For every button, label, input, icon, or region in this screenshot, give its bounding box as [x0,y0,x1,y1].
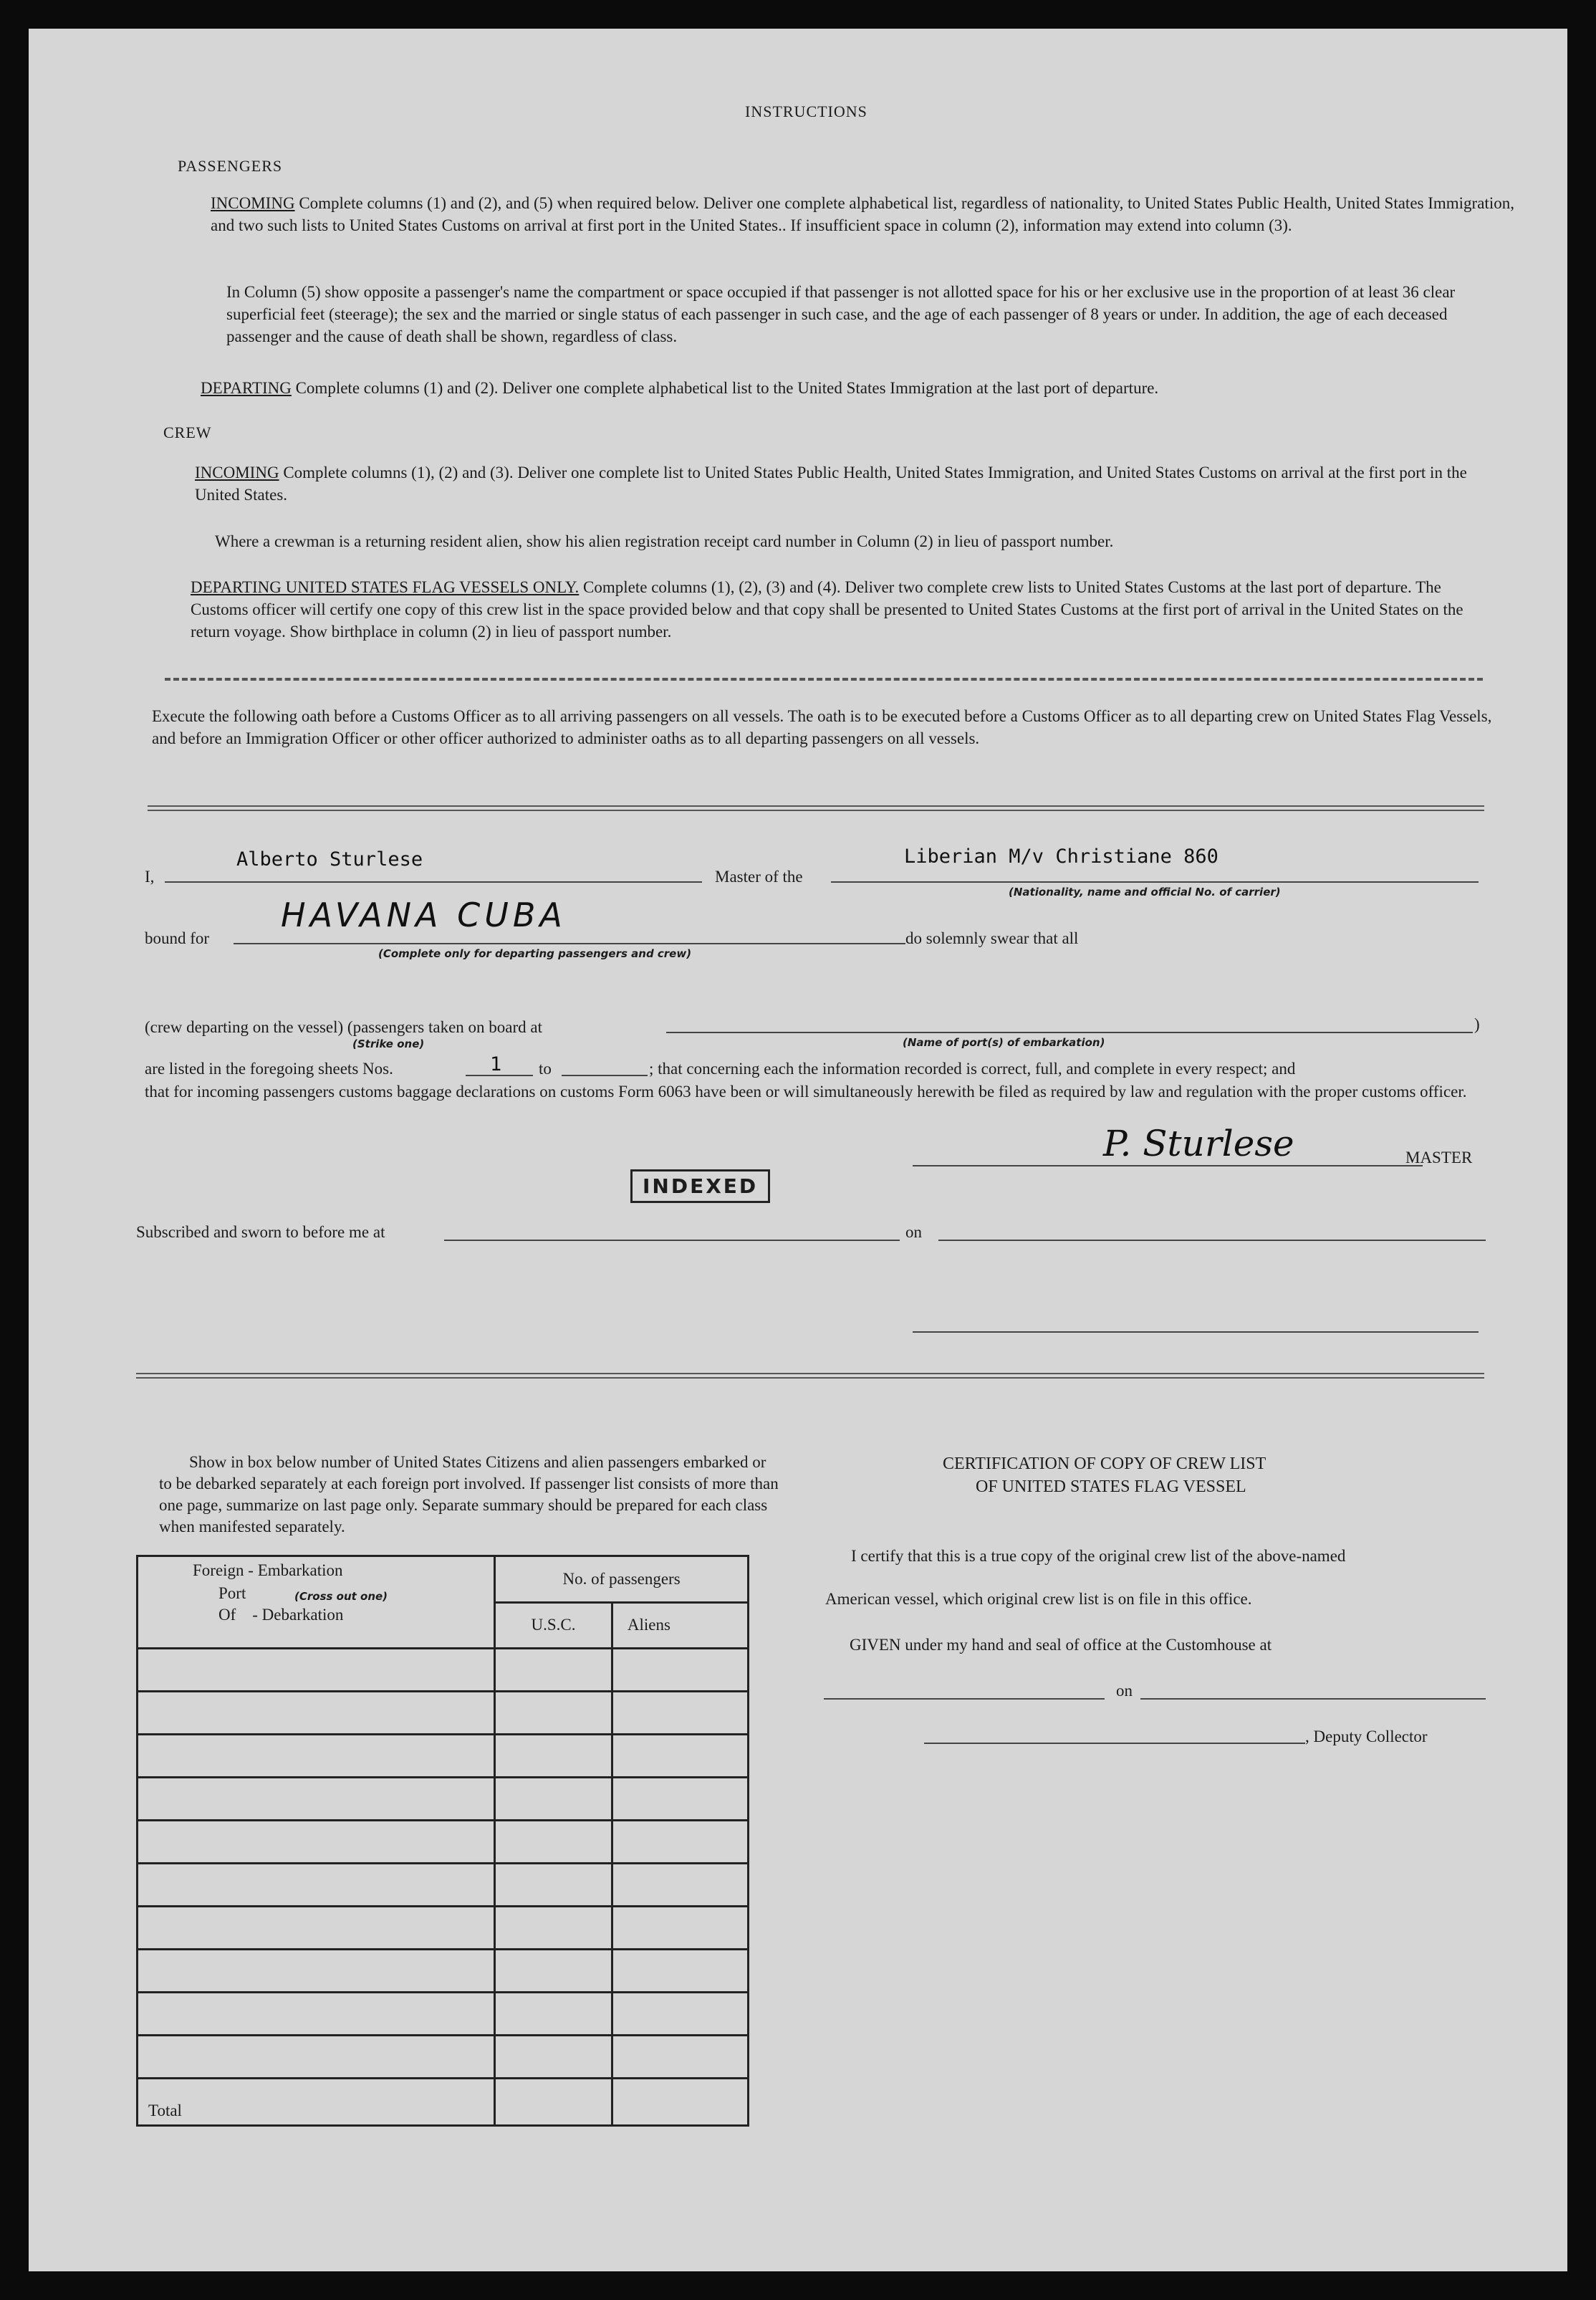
officer-signature-line [913,1331,1479,1333]
table-row [138,1778,749,1821]
usc-cell[interactable] [495,1649,612,1692]
crew-resident-paragraph: Where a crewman is a returning resident alien, show his alien registration receipt card number in Column (2) in lieu of passport number. [215,532,1114,550]
table-total-row [138,2079,749,2126]
total-usc-cell[interactable] [495,2079,612,2126]
port-header-line3: Of - Debarkation [218,1606,344,1624]
table-row [138,1692,749,1735]
crew-incoming-text: Complete columns (1), (2) and (3). Deliver one complete list to United States Public Health, United States Immigration, and United States Customs on arrival at the first port in the United States. [195,464,1467,504]
port-header-line1: Foreign - Embarkation [193,1561,343,1579]
passengers-incoming-label: INCOMING [211,194,295,212]
aliens-cell[interactable] [612,1778,748,1821]
passengers-incoming-paragraph [211,192,1514,236]
bound-for-value: HAVANA CUBA [281,896,567,934]
aliens-cell[interactable] [612,1950,748,1993]
subscribed-place-line [444,1240,900,1241]
subscribed-on-label: on [905,1223,922,1241]
section-divider [165,678,1483,681]
subscribed-label: Subscribed and sworn to before me at [136,1223,385,1241]
usc-cell[interactable] [495,1950,612,1993]
carrier-line [831,881,1479,883]
strike-caption: (Strike one) [352,1038,425,1050]
embarkation-summary-table [136,1555,749,2127]
usc-cell[interactable] [495,1993,612,2036]
crew-incoming-paragraph [195,461,1470,506]
aliens-cell[interactable] [612,1692,748,1735]
document-page [29,29,1567,2271]
indexed-stamp: INDEXED [630,1169,770,1203]
passengers-heading: PASSENGERS [178,157,283,175]
master-name-line [165,881,702,883]
crew-departing-text: Complete columns (1), (2), (3) and (4). Deliver two complete crew lists to United States Customs at the last port of departure. The Customs officer will certify one copy of this crew list in the space provided below and that copy shall be presented to United States Customs at the first port of arrival in the United States on the return voyage. Show birthplace in column (2) in lieu of passport number. [191,578,1463,641]
port-cell[interactable] [138,1907,495,1950]
subscribed-date-line [938,1240,1486,1241]
passengers-departing-paragraph [201,377,1519,399]
port-cell[interactable] [138,1950,495,1993]
passengers-departing-label: DEPARTING [201,379,292,397]
total-aliens-cell[interactable] [612,2079,748,2126]
port-cell[interactable] [138,1864,495,1907]
usc-cell[interactable] [495,1778,612,1821]
sheets-prefix: are listed in the foregoing sheets Nos. [145,1060,393,1078]
lower-divider [136,1373,1484,1379]
table-row [138,1950,749,1993]
passengers-incoming-text: Complete columns (1) and (2), and (5) when required below. Deliver one complete alphabetical list, regardless of nationality, to United States Public Health, United States Immigration, and two such lists to United States Customs on arrival at first port in the United States.. If insufficient space in column (2), information may extend into column (3). [211,194,1514,234]
passengers-departing-text: Complete columns (1) and (2). Deliver one complete alphabetical list to the United States Immigration at the last port of departure. [295,379,1159,397]
aliens-cell[interactable] [612,1993,748,2036]
table-row [138,1821,749,1864]
usc-cell[interactable] [495,1735,612,1778]
port-cell[interactable] [138,1993,495,2036]
swear-text: do solemnly swear that all [905,929,1079,947]
certification-title-line2: OF UNITED STATES FLAG VESSEL [976,1477,1246,1496]
passengers-column5-paragraph: In Column (5) show opposite a passenger's name the compartment or space occupied if that passenger is not allotted space for his or her exclusive use in the proportion of at least 36 clear superficial feet (steerage); the sex and the married or single status of each passenger in such case, and the age of each passenger of 8 years or under. In addition, the age of each deceased passenger and the cause of death shall be shown, regardless of class. [226,283,1456,345]
usc-cell[interactable] [495,1692,612,1735]
aliens-cell[interactable] [612,1864,748,1907]
crew-heading: CREW [163,423,212,441]
master-signature: P. Sturlese [1103,1123,1294,1164]
table-row [138,1993,749,2036]
sheet-from-value: 1 [490,1053,502,1075]
bound-for-label: bound for [145,929,210,947]
customhouse-date-line [1140,1698,1486,1700]
aliens-cell[interactable] [612,1907,748,1950]
embarkation-line [666,1032,1473,1033]
page-title: INSTRUCTIONS [745,102,867,120]
port-header-line2: Port [218,1584,246,1602]
sheets-to-label: to [539,1060,552,1078]
crew-passengers-text: (crew departing on the vessel) (passengers taken on board at [145,1018,542,1036]
oath-i-label: I, [145,868,155,886]
given-text: GIVEN under my hand and seal of office at the Customhouse at [850,1636,1272,1654]
port-cell[interactable] [138,1692,495,1735]
certification-on-label: on [1116,1682,1133,1700]
usc-cell[interactable] [495,1864,612,1907]
aliens-cell[interactable] [612,1735,748,1778]
sheets-text-rest: that for incoming passengers customs baggage declarations on customs Form 6063 have been or will simultaneously herewith be filed as required by law and regulation with the proper customs officer. [145,1083,1467,1101]
usc-cell[interactable] [495,1821,612,1864]
oath-divider [148,805,1484,811]
aliens-cell[interactable] [612,1649,748,1692]
certify-line1: I certify that this is a true copy of the original crew list of the above-named [851,1547,1346,1565]
master-name-value: Alberto Sturlese [236,848,423,871]
port-cell[interactable] [138,1735,495,1778]
port-header-cross-caption: (Cross out one) [294,1590,388,1603]
usc-cell[interactable] [495,1907,612,1950]
table-row [138,2036,749,2079]
aliens-cell[interactable] [612,2036,748,2079]
aliens-cell[interactable] [612,1821,748,1864]
crew-incoming-label: INCOMING [195,464,279,481]
total-label: Total [138,2079,495,2126]
master-label: MASTER [1405,1149,1473,1166]
summary-instructions: Show in box below number of United States Citizens and alien passengers embarked or to be debarked separately at each foreign port involved. If passenger list consists of more than one page, summarize on last page only. Separate summary should be prepared for each class when manifested separately. [159,1453,779,1535]
port-cell[interactable] [138,2036,495,2079]
port-column-header [138,1556,495,1649]
embarkation-close-paren: ) [1474,1015,1480,1033]
table-row [138,1649,749,1692]
crew-departing-paragraph [191,576,1473,643]
passengers-count-header: No. of passengers [495,1556,749,1603]
bound-for-caption: (Complete only for departing passengers and crew) [378,947,692,960]
table-row [138,1907,749,1950]
table-row [138,1864,749,1907]
port-cell[interactable] [138,1778,495,1821]
deputy-collector-label: , Deputy Collector [1305,1728,1428,1745]
table-row [138,1735,749,1778]
embarkation-caption: (Name of port(s) of embarkation) [903,1036,1105,1049]
master-of-label: Master of the [715,868,803,886]
carrier-caption: (Nationality, name and official No. of carrier) [1009,886,1281,899]
oath-intro-paragraph: Execute the following oath before a Customs Officer as to all arriving passengers on all vessels. The oath is to be executed before a Customs Officer as to all departing crew on United States Flag Vessels, and before an Immigration Officer or other officer authorized to administer oaths as to all departing passengers on all vessels. [152,707,1492,747]
customhouse-place-line [824,1698,1105,1700]
port-cell[interactable] [138,1649,495,1692]
usc-cell[interactable] [495,2036,612,2079]
sheets-suffix: ; that concerning each the information recorded is correct, full, and complete in every respect; and [649,1060,1296,1078]
certification-title-line1: CERTIFICATION OF COPY OF CREW LIST [943,1455,1266,1473]
usc-column-header: U.S.C. [495,1602,612,1649]
carrier-value: Liberian M/v Christiane 860 [904,845,1218,868]
port-cell[interactable] [138,1821,495,1864]
sheet-to-line [562,1075,648,1076]
master-signature-line [913,1165,1423,1166]
crew-departing-label: DEPARTING UNITED STATES FLAG VESSELS ONLY. [191,578,580,596]
deputy-collector-line [924,1743,1305,1744]
bound-for-line [234,943,905,944]
aliens-column-header: Aliens [612,1602,748,1649]
certify-line2: American vessel, which original crew list is on file in this office. [825,1590,1252,1608]
